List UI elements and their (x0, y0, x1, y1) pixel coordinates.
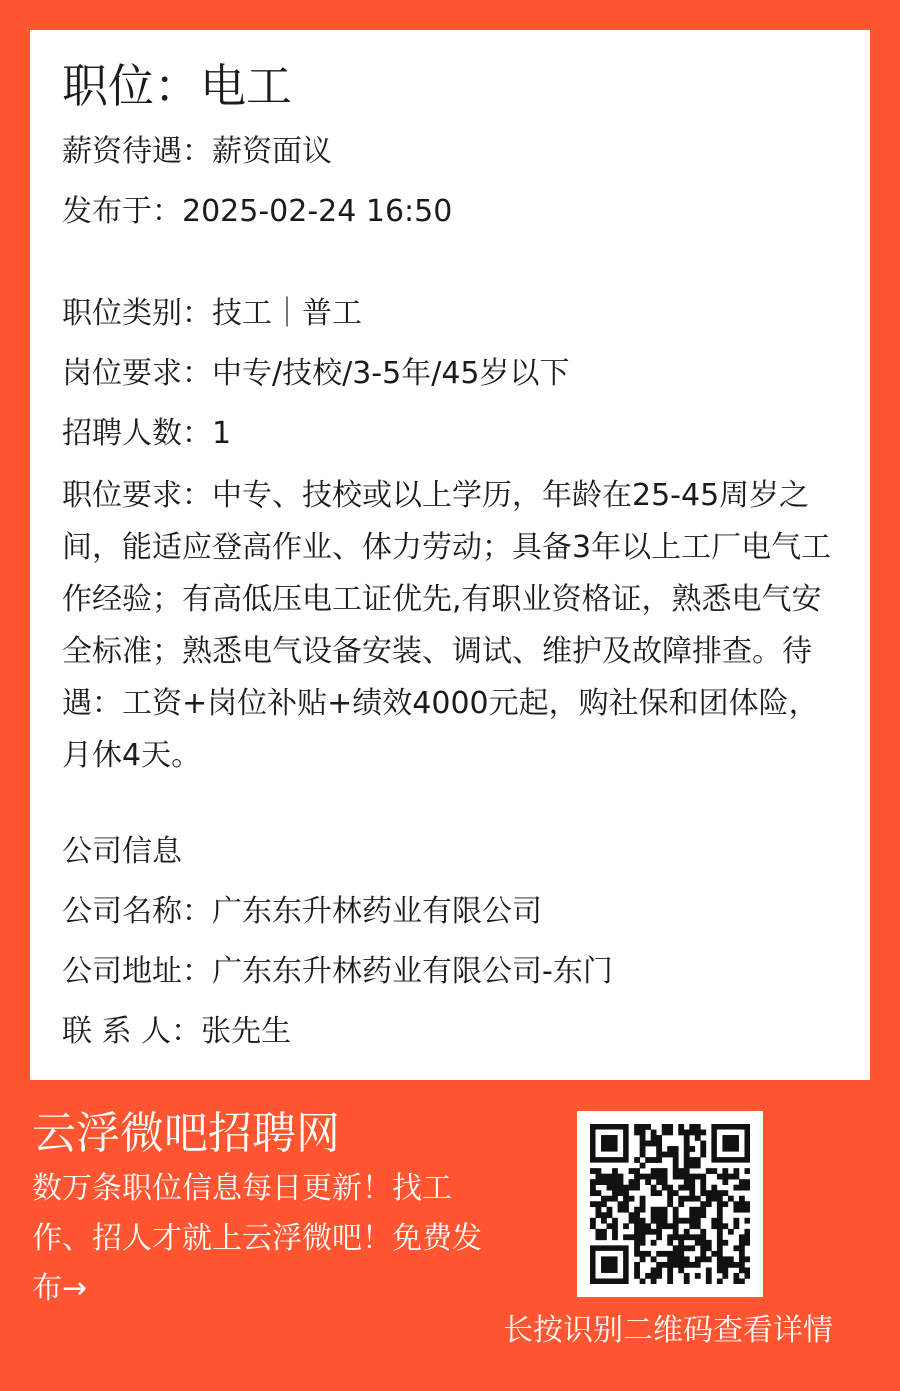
company-section-title: 公司信息 (62, 834, 182, 869)
company-address-line: 公司地址：广东东升林药业有限公司-东门 (62, 954, 613, 989)
job-card (30, 30, 870, 1080)
job-description: 职位要求：中专、技校或以上学历，年龄在25-45周岁之间，能适应登高作业、体力劳动；具备3年以上工厂电气工作经验；有高低压电工证优先,有职业资格证，熟悉电气安全标准；熟悉电气设备安装、调试、维护及故障排查。待遇：工资+岗位补贴+绩效4000元起，购社保和团体险，月休4天。 (62, 478, 832, 773)
brand-name: 云浮微吧招聘网 (32, 1108, 340, 1159)
qr-code-graphic (590, 1124, 750, 1284)
qr-code-icon[interactable] (577, 1111, 763, 1297)
salary-line: 薪资待遇：薪资面议 (62, 134, 332, 169)
spacer (62, 782, 838, 822)
footer-promo (32, 1104, 492, 1314)
qr-caption: 长按识别二维码查看详情 (503, 1313, 833, 1348)
company-name-line: 公司名称：广东东升林药业有限公司 (62, 894, 542, 929)
promo-slogan-link[interactable]: 数万条职位信息每日更新！找工作、招人才就上云浮微吧！免费发布→ (32, 1171, 482, 1306)
headcount-line: 招聘人数：1 (62, 416, 232, 451)
spacer (62, 242, 838, 284)
published-line: 发布于：2025-02-24 16:50 (62, 194, 453, 229)
job-title: 职位：电工 (62, 59, 292, 113)
requirement-line: 岗位要求：中专/技校/3-5年/45岁以下 (62, 356, 570, 391)
contact-line: 联 系 人：张先生 (62, 1014, 292, 1049)
category-line: 职位类别：技工｜普工 (62, 296, 362, 331)
